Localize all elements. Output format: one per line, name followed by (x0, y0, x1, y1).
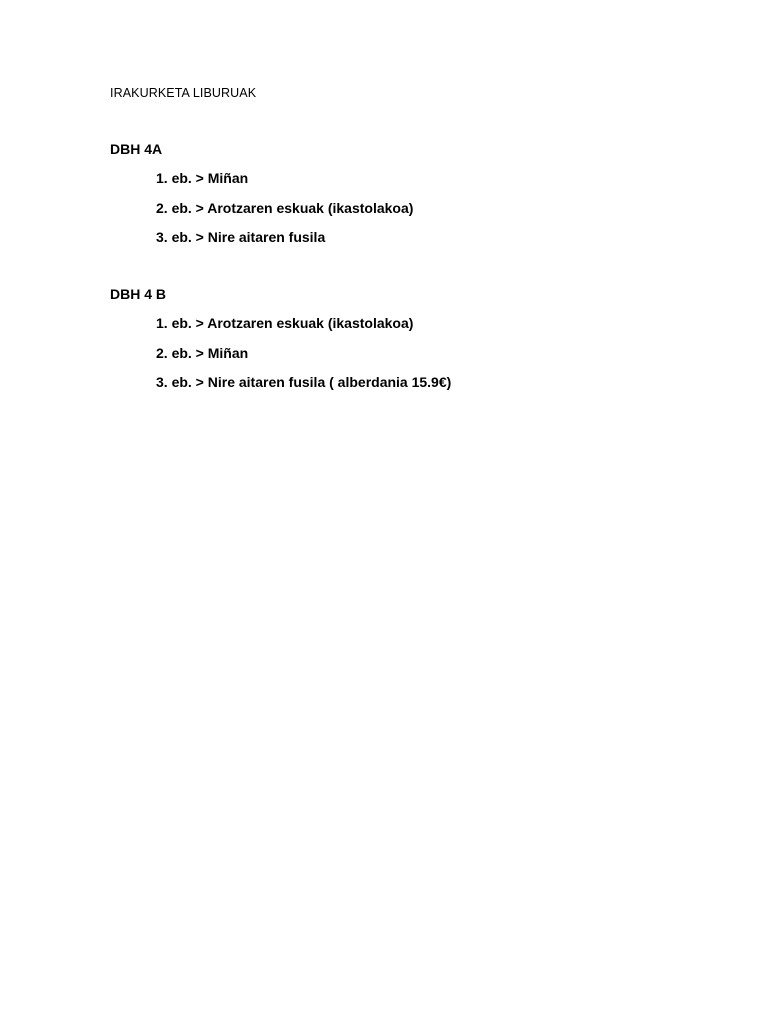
section-heading: DBH 4A (110, 141, 163, 157)
section-dbh-4a (110, 140, 710, 246)
list-item: 2. eb. > Miñan (156, 344, 249, 361)
list-item: 1. eb. > Miñan (156, 170, 249, 187)
list-item: 3. eb. > Nire aitaren fusila ( alberdania 15.9€) (156, 373, 452, 390)
list-item: 3. eb. > Nire aitaren fusila (156, 228, 326, 245)
section-heading: DBH 4 B (110, 286, 167, 302)
list-item: 2. eb. > Arotzaren eskuak (ikastolakoa) (156, 199, 414, 216)
list-item: 1. eb. > Arotzaren eskuak (ikastolakoa) (156, 315, 414, 332)
section-dbh-4b (110, 285, 710, 391)
document-title: IRAKURKETA LIBURUAK (110, 86, 257, 100)
